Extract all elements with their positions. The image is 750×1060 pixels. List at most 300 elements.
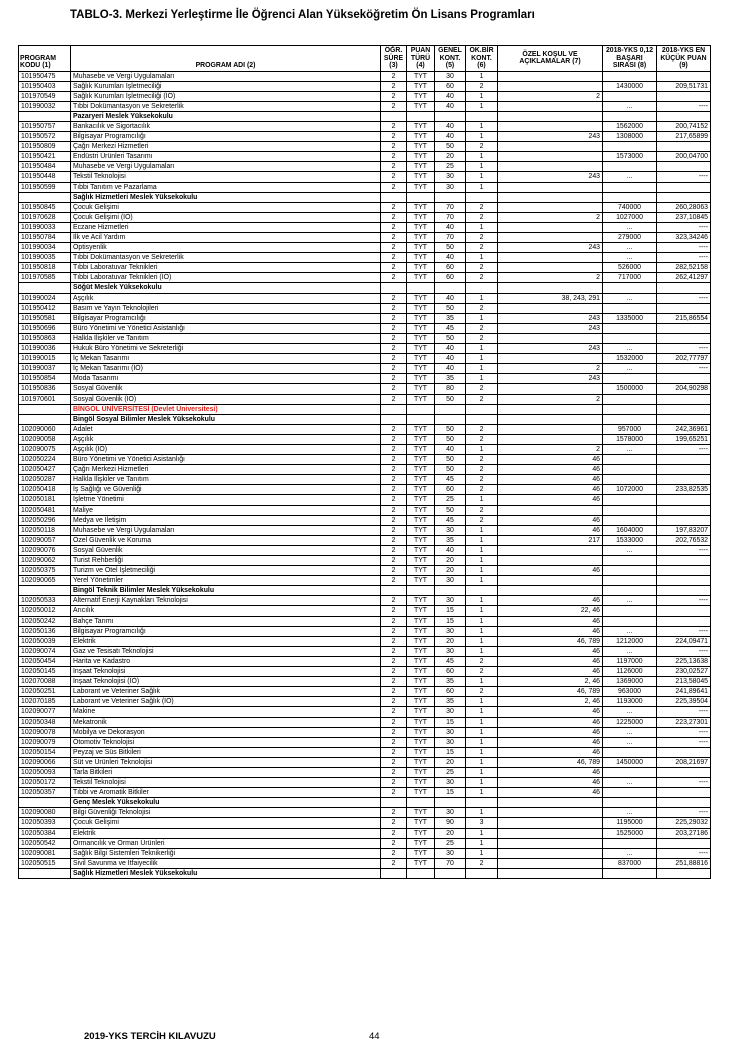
cell-conditions: 243 bbox=[498, 374, 603, 384]
cell-duration: 2 bbox=[381, 384, 407, 394]
cell-program-name: Harita ve Kadastro bbox=[71, 656, 381, 666]
cell-general-quota: 30 bbox=[435, 707, 466, 717]
table-row bbox=[19, 606, 711, 616]
empty-cell bbox=[603, 404, 657, 414]
cell-program-name: Elektrik bbox=[71, 828, 381, 838]
cell-rank bbox=[603, 606, 657, 616]
cell-program-code: 101970601 bbox=[19, 394, 71, 404]
cell-min-score: 260,28063 bbox=[657, 202, 711, 212]
table-row bbox=[19, 656, 711, 666]
table-row bbox=[19, 505, 711, 515]
cell-program-name: Otomotiv Teknolojisi bbox=[71, 737, 381, 747]
cell-score-type: TYT bbox=[407, 495, 435, 505]
cell-general-quota: 40 bbox=[435, 364, 466, 374]
cell-conditions: 46 bbox=[498, 747, 603, 757]
cell-first-quota: 1 bbox=[466, 767, 498, 777]
empty-cell bbox=[19, 192, 71, 202]
cell-duration: 2 bbox=[381, 697, 407, 707]
cell-conditions: 2 bbox=[498, 91, 603, 101]
empty-cell bbox=[19, 414, 71, 424]
cell-min-score bbox=[657, 455, 711, 465]
cell-conditions bbox=[498, 263, 603, 273]
cell-general-quota: 30 bbox=[435, 182, 466, 192]
cell-score-type: TYT bbox=[407, 576, 435, 586]
cell-rank: 1369000 bbox=[603, 677, 657, 687]
cell-min-score: ---- bbox=[657, 444, 711, 454]
cell-rank: ... bbox=[603, 344, 657, 354]
cell-conditions: 46, 789 bbox=[498, 687, 603, 697]
cell-score-type: TYT bbox=[407, 596, 435, 606]
cell-first-quota: 1 bbox=[466, 374, 498, 384]
cell-general-quota: 20 bbox=[435, 152, 466, 162]
cell-program-code: 102050454 bbox=[19, 656, 71, 666]
cell-program-code: 101950581 bbox=[19, 313, 71, 323]
cell-general-quota: 50 bbox=[435, 333, 466, 343]
cell-program-name: Endüstri Ürünleri Tasarımı bbox=[71, 152, 381, 162]
table-row bbox=[19, 222, 711, 232]
cell-duration: 2 bbox=[381, 656, 407, 666]
cell-rank: 1225000 bbox=[603, 717, 657, 727]
cell-rank bbox=[603, 616, 657, 626]
cell-program-code: 102090076 bbox=[19, 545, 71, 555]
cell-duration: 2 bbox=[381, 636, 407, 646]
cell-program-code: 101950421 bbox=[19, 152, 71, 162]
cell-conditions: 2 bbox=[498, 394, 603, 404]
empty-cell bbox=[435, 192, 466, 202]
cell-min-score: 225,29032 bbox=[657, 818, 711, 828]
cell-general-quota: 30 bbox=[435, 172, 466, 182]
cell-duration: 2 bbox=[381, 838, 407, 848]
cell-first-quota: 1 bbox=[466, 778, 498, 788]
cell-program-code: 101990033 bbox=[19, 222, 71, 232]
empty-cell bbox=[603, 283, 657, 293]
cell-program-code: 101950818 bbox=[19, 263, 71, 273]
cell-score-type: TYT bbox=[407, 848, 435, 858]
empty-cell bbox=[19, 798, 71, 808]
cell-first-quota: 2 bbox=[466, 212, 498, 222]
cell-first-quota: 2 bbox=[466, 243, 498, 253]
cell-program-name: Çocuk Gelişimi (İÖ) bbox=[71, 212, 381, 222]
cell-rank: 717000 bbox=[603, 273, 657, 283]
cell-first-quota: 1 bbox=[466, 364, 498, 374]
empty-cell bbox=[603, 192, 657, 202]
cell-program-name: Bilgisayar Programcılığı bbox=[71, 313, 381, 323]
cell-program-code: 101970585 bbox=[19, 273, 71, 283]
cell-score-type: TYT bbox=[407, 121, 435, 131]
table-row bbox=[19, 354, 711, 364]
cell-program-name: İnşaat Teknolojisi (İÖ) bbox=[71, 677, 381, 687]
cell-general-quota: 20 bbox=[435, 636, 466, 646]
cell-rank: ... bbox=[603, 626, 657, 636]
cell-min-score: 230,02527 bbox=[657, 667, 711, 677]
cell-score-type: TYT bbox=[407, 323, 435, 333]
cell-min-score bbox=[657, 142, 711, 152]
empty-cell bbox=[435, 283, 466, 293]
cell-conditions: 46 bbox=[498, 455, 603, 465]
cell-conditions: 243 bbox=[498, 323, 603, 333]
cell-program-code: 101950599 bbox=[19, 182, 71, 192]
empty-cell bbox=[407, 586, 435, 596]
cell-rank: 1197000 bbox=[603, 656, 657, 666]
cell-program-code: 102050515 bbox=[19, 858, 71, 868]
cell-duration: 2 bbox=[381, 788, 407, 798]
cell-score-type: TYT bbox=[407, 545, 435, 555]
cell-rank bbox=[603, 576, 657, 586]
cell-general-quota: 40 bbox=[435, 222, 466, 232]
empty-cell bbox=[435, 404, 466, 414]
cell-duration: 2 bbox=[381, 455, 407, 465]
cell-min-score: 202,77797 bbox=[657, 354, 711, 364]
section-title: Söğüt Meslek Yüksekokulu bbox=[71, 283, 381, 293]
cell-min-score: ---- bbox=[657, 707, 711, 717]
table-row bbox=[19, 243, 711, 253]
cell-min-score: 209,51731 bbox=[657, 81, 711, 91]
table-row bbox=[19, 556, 711, 566]
table-row bbox=[19, 596, 711, 606]
cell-score-type: TYT bbox=[407, 91, 435, 101]
header-duration: ÖĞR. SÜRE (3) bbox=[381, 46, 407, 72]
cell-conditions bbox=[498, 182, 603, 192]
cell-min-score: 199,65251 bbox=[657, 434, 711, 444]
empty-cell bbox=[381, 404, 407, 414]
cell-min-score: ---- bbox=[657, 364, 711, 374]
table-row bbox=[19, 778, 711, 788]
cell-program-code: 101950412 bbox=[19, 303, 71, 313]
cell-first-quota: 1 bbox=[466, 162, 498, 172]
table-row bbox=[19, 616, 711, 626]
empty-cell bbox=[603, 868, 657, 878]
cell-rank bbox=[603, 566, 657, 576]
cell-duration: 2 bbox=[381, 707, 407, 717]
header-min-score: 2018-YKS EN KÜÇÜK PUAN (9) bbox=[657, 46, 711, 72]
cell-conditions: 243 bbox=[498, 172, 603, 182]
cell-rank: 1027000 bbox=[603, 212, 657, 222]
cell-score-type: TYT bbox=[407, 273, 435, 283]
cell-program-name: Arıcılık bbox=[71, 606, 381, 616]
empty-cell bbox=[657, 283, 711, 293]
cell-first-quota: 2 bbox=[466, 687, 498, 697]
cell-first-quota: 1 bbox=[466, 121, 498, 131]
cell-general-quota: 40 bbox=[435, 121, 466, 131]
cell-score-type: TYT bbox=[407, 263, 435, 273]
table-row bbox=[19, 495, 711, 505]
cell-program-code: 101950863 bbox=[19, 333, 71, 343]
cell-program-code: 101950403 bbox=[19, 81, 71, 91]
cell-rank: ... bbox=[603, 364, 657, 374]
programs-table bbox=[18, 45, 711, 879]
cell-general-quota: 40 bbox=[435, 91, 466, 101]
cell-conditions: 46, 789 bbox=[498, 757, 603, 767]
table-row bbox=[19, 566, 711, 576]
cell-duration: 2 bbox=[381, 687, 407, 697]
cell-duration: 2 bbox=[381, 717, 407, 727]
cell-first-quota: 1 bbox=[466, 747, 498, 757]
cell-rank: ... bbox=[603, 172, 657, 182]
cell-conditions: 46 bbox=[498, 525, 603, 535]
cell-program-name: Sosyal Güvenlik bbox=[71, 545, 381, 555]
cell-rank: 1604000 bbox=[603, 525, 657, 535]
table-row bbox=[19, 384, 711, 394]
cell-general-quota: 30 bbox=[435, 626, 466, 636]
cell-program-name: Tarla Bitkileri bbox=[71, 767, 381, 777]
cell-conditions bbox=[498, 828, 603, 838]
empty-cell bbox=[603, 586, 657, 596]
cell-first-quota: 1 bbox=[466, 737, 498, 747]
cell-first-quota: 2 bbox=[466, 475, 498, 485]
cell-program-code: 102090080 bbox=[19, 808, 71, 818]
cell-program-name: Adalet bbox=[71, 424, 381, 434]
cell-score-type: TYT bbox=[407, 646, 435, 656]
cell-first-quota: 2 bbox=[466, 333, 498, 343]
cell-program-name: Özel Güvenlik ve Koruma bbox=[71, 535, 381, 545]
cell-rank bbox=[603, 91, 657, 101]
cell-first-quota: 1 bbox=[466, 444, 498, 454]
cell-conditions: 46 bbox=[498, 485, 603, 495]
cell-score-type: TYT bbox=[407, 394, 435, 404]
cell-conditions bbox=[498, 545, 603, 555]
section-header-row bbox=[19, 111, 711, 121]
cell-first-quota: 1 bbox=[466, 636, 498, 646]
table-row bbox=[19, 858, 711, 868]
cell-program-code: 101950836 bbox=[19, 384, 71, 394]
cell-min-score: ---- bbox=[657, 778, 711, 788]
cell-conditions: 46 bbox=[498, 717, 603, 727]
cell-program-code: 101990035 bbox=[19, 253, 71, 263]
table-row bbox=[19, 545, 711, 555]
table-row bbox=[19, 303, 711, 313]
cell-general-quota: 70 bbox=[435, 212, 466, 222]
cell-min-score: 225,13638 bbox=[657, 656, 711, 666]
cell-min-score: 225,39504 bbox=[657, 697, 711, 707]
cell-score-type: TYT bbox=[407, 162, 435, 172]
cell-score-type: TYT bbox=[407, 818, 435, 828]
cell-duration: 2 bbox=[381, 374, 407, 384]
cell-min-score bbox=[657, 767, 711, 777]
table-row bbox=[19, 71, 711, 81]
cell-score-type: TYT bbox=[407, 475, 435, 485]
cell-rank: ... bbox=[603, 253, 657, 263]
cell-conditions bbox=[498, 424, 603, 434]
cell-duration: 2 bbox=[381, 273, 407, 283]
section-header-row bbox=[19, 868, 711, 878]
cell-general-quota: 30 bbox=[435, 727, 466, 737]
cell-duration: 2 bbox=[381, 747, 407, 757]
cell-program-code: 102070185 bbox=[19, 697, 71, 707]
cell-program-code: 101990015 bbox=[19, 354, 71, 364]
cell-program-code: 101950475 bbox=[19, 71, 71, 81]
cell-duration: 2 bbox=[381, 667, 407, 677]
cell-conditions: 243 bbox=[498, 132, 603, 142]
empty-cell bbox=[381, 192, 407, 202]
table-row bbox=[19, 687, 711, 697]
cell-score-type: TYT bbox=[407, 656, 435, 666]
cell-duration: 2 bbox=[381, 222, 407, 232]
cell-program-name: Makine bbox=[71, 707, 381, 717]
cell-general-quota: 50 bbox=[435, 505, 466, 515]
cell-duration: 2 bbox=[381, 515, 407, 525]
cell-rank bbox=[603, 838, 657, 848]
table-row bbox=[19, 202, 711, 212]
cell-program-code: 102090062 bbox=[19, 556, 71, 566]
cell-program-name: Gaz ve Tesisatı Teknolojisi bbox=[71, 646, 381, 656]
table-row bbox=[19, 293, 711, 303]
cell-program-code: 101950484 bbox=[19, 162, 71, 172]
cell-general-quota: 40 bbox=[435, 354, 466, 364]
cell-program-code: 102050427 bbox=[19, 465, 71, 475]
cell-program-code: 102050375 bbox=[19, 566, 71, 576]
table-row bbox=[19, 434, 711, 444]
empty-cell bbox=[407, 111, 435, 121]
cell-general-quota: 40 bbox=[435, 253, 466, 263]
cell-min-score bbox=[657, 71, 711, 81]
cell-program-name: Mekatronik bbox=[71, 717, 381, 727]
cell-program-code: 102050012 bbox=[19, 606, 71, 616]
cell-general-quota: 30 bbox=[435, 525, 466, 535]
cell-program-name: Bilgisayar Programcılığı bbox=[71, 626, 381, 636]
table-row bbox=[19, 747, 711, 757]
cell-program-name: Aşçılık bbox=[71, 434, 381, 444]
cell-score-type: TYT bbox=[407, 132, 435, 142]
cell-first-quota: 1 bbox=[466, 626, 498, 636]
cell-rank bbox=[603, 747, 657, 757]
cell-min-score: 242,36961 bbox=[657, 424, 711, 434]
header-general-quota: GENEL KONT. (5) bbox=[435, 46, 466, 72]
empty-cell bbox=[407, 404, 435, 414]
cell-duration: 2 bbox=[381, 858, 407, 868]
cell-program-name: Aşçılık bbox=[71, 293, 381, 303]
cell-duration: 2 bbox=[381, 202, 407, 212]
cell-first-quota: 2 bbox=[466, 455, 498, 465]
cell-conditions: 46 bbox=[498, 667, 603, 677]
cell-first-quota: 1 bbox=[466, 354, 498, 364]
cell-first-quota: 1 bbox=[466, 576, 498, 586]
cell-score-type: TYT bbox=[407, 253, 435, 263]
cell-general-quota: 50 bbox=[435, 465, 466, 475]
cell-min-score bbox=[657, 394, 711, 404]
table-row bbox=[19, 767, 711, 777]
cell-program-name: Sağlık Kurumları İşletmeciliği bbox=[71, 81, 381, 91]
cell-score-type: TYT bbox=[407, 444, 435, 454]
cell-conditions: 243 bbox=[498, 243, 603, 253]
cell-duration: 2 bbox=[381, 152, 407, 162]
section-title: Bingöl Teknik Bilimler Meslek Yüksekokulu bbox=[71, 586, 381, 596]
cell-first-quota: 1 bbox=[466, 293, 498, 303]
cell-general-quota: 35 bbox=[435, 313, 466, 323]
cell-program-name: Elektrik bbox=[71, 636, 381, 646]
empty-cell bbox=[466, 414, 498, 424]
cell-first-quota: 1 bbox=[466, 616, 498, 626]
cell-first-quota: 2 bbox=[466, 233, 498, 243]
cell-score-type: TYT bbox=[407, 101, 435, 111]
empty-cell bbox=[603, 414, 657, 424]
section-header-row bbox=[19, 192, 711, 202]
cell-rank: 526000 bbox=[603, 263, 657, 273]
cell-score-type: TYT bbox=[407, 222, 435, 232]
cell-first-quota: 2 bbox=[466, 303, 498, 313]
cell-rank: ... bbox=[603, 222, 657, 232]
cell-conditions bbox=[498, 333, 603, 343]
cell-program-name: Tekstil Teknolojisi bbox=[71, 778, 381, 788]
cell-min-score: ---- bbox=[657, 101, 711, 111]
cell-program-name: Büro Yönetimi ve Yönetici Asistanlığı bbox=[71, 323, 381, 333]
cell-rank: ... bbox=[603, 545, 657, 555]
cell-conditions: 46 bbox=[498, 767, 603, 777]
cell-duration: 2 bbox=[381, 333, 407, 343]
cell-program-code: 102090075 bbox=[19, 444, 71, 454]
cell-program-name: Yerel Yönetimler bbox=[71, 576, 381, 586]
header-conditions: ÖZEL KOŞUL VE AÇIKLAMALAR (7) bbox=[498, 46, 603, 72]
cell-program-code: 101990034 bbox=[19, 243, 71, 253]
cell-score-type: TYT bbox=[407, 71, 435, 81]
cell-min-score: ---- bbox=[657, 737, 711, 747]
cell-min-score bbox=[657, 515, 711, 525]
cell-conditions bbox=[498, 858, 603, 868]
cell-duration: 2 bbox=[381, 646, 407, 656]
empty-cell bbox=[381, 798, 407, 808]
cell-program-code: 102090060 bbox=[19, 424, 71, 434]
cell-conditions bbox=[498, 152, 603, 162]
cell-program-code: 102050093 bbox=[19, 767, 71, 777]
cell-rank bbox=[603, 333, 657, 343]
table-row bbox=[19, 636, 711, 646]
cell-score-type: TYT bbox=[407, 838, 435, 848]
cell-score-type: TYT bbox=[407, 535, 435, 545]
cell-general-quota: 15 bbox=[435, 717, 466, 727]
table-row bbox=[19, 828, 711, 838]
cell-duration: 2 bbox=[381, 101, 407, 111]
cell-first-quota: 1 bbox=[466, 677, 498, 687]
cell-duration: 2 bbox=[381, 424, 407, 434]
cell-rank bbox=[603, 303, 657, 313]
empty-cell bbox=[498, 586, 603, 596]
cell-min-score bbox=[657, 323, 711, 333]
cell-duration: 2 bbox=[381, 566, 407, 576]
table-row bbox=[19, 677, 711, 687]
cell-program-code: 102050481 bbox=[19, 505, 71, 515]
cell-program-code: 101950572 bbox=[19, 132, 71, 142]
cell-score-type: TYT bbox=[407, 556, 435, 566]
table-row bbox=[19, 848, 711, 858]
cell-program-name: Laborant ve Veteriner Sağlık bbox=[71, 687, 381, 697]
cell-duration: 2 bbox=[381, 364, 407, 374]
cell-min-score bbox=[657, 566, 711, 576]
cell-score-type: TYT bbox=[407, 485, 435, 495]
cell-conditions bbox=[498, 222, 603, 232]
cell-rank: 1533000 bbox=[603, 535, 657, 545]
cell-duration: 2 bbox=[381, 848, 407, 858]
table-row bbox=[19, 313, 711, 323]
cell-first-quota: 1 bbox=[466, 697, 498, 707]
cell-first-quota: 2 bbox=[466, 424, 498, 434]
cell-rank bbox=[603, 374, 657, 384]
cell-rank: ... bbox=[603, 808, 657, 818]
empty-cell bbox=[19, 283, 71, 293]
cell-duration: 2 bbox=[381, 576, 407, 586]
cell-program-name: Süt ve Ürünleri Teknolojisi bbox=[71, 757, 381, 767]
cell-duration: 2 bbox=[381, 767, 407, 777]
cell-program-name: Maliye bbox=[71, 505, 381, 515]
cell-conditions bbox=[498, 505, 603, 515]
empty-cell bbox=[466, 404, 498, 414]
cell-duration: 2 bbox=[381, 313, 407, 323]
cell-first-quota: 1 bbox=[466, 495, 498, 505]
page-number: 44 bbox=[369, 1031, 380, 1042]
cell-general-quota: 15 bbox=[435, 616, 466, 626]
cell-duration: 2 bbox=[381, 828, 407, 838]
cell-program-code: 102050533 bbox=[19, 596, 71, 606]
cell-duration: 2 bbox=[381, 757, 407, 767]
table-row bbox=[19, 263, 711, 273]
